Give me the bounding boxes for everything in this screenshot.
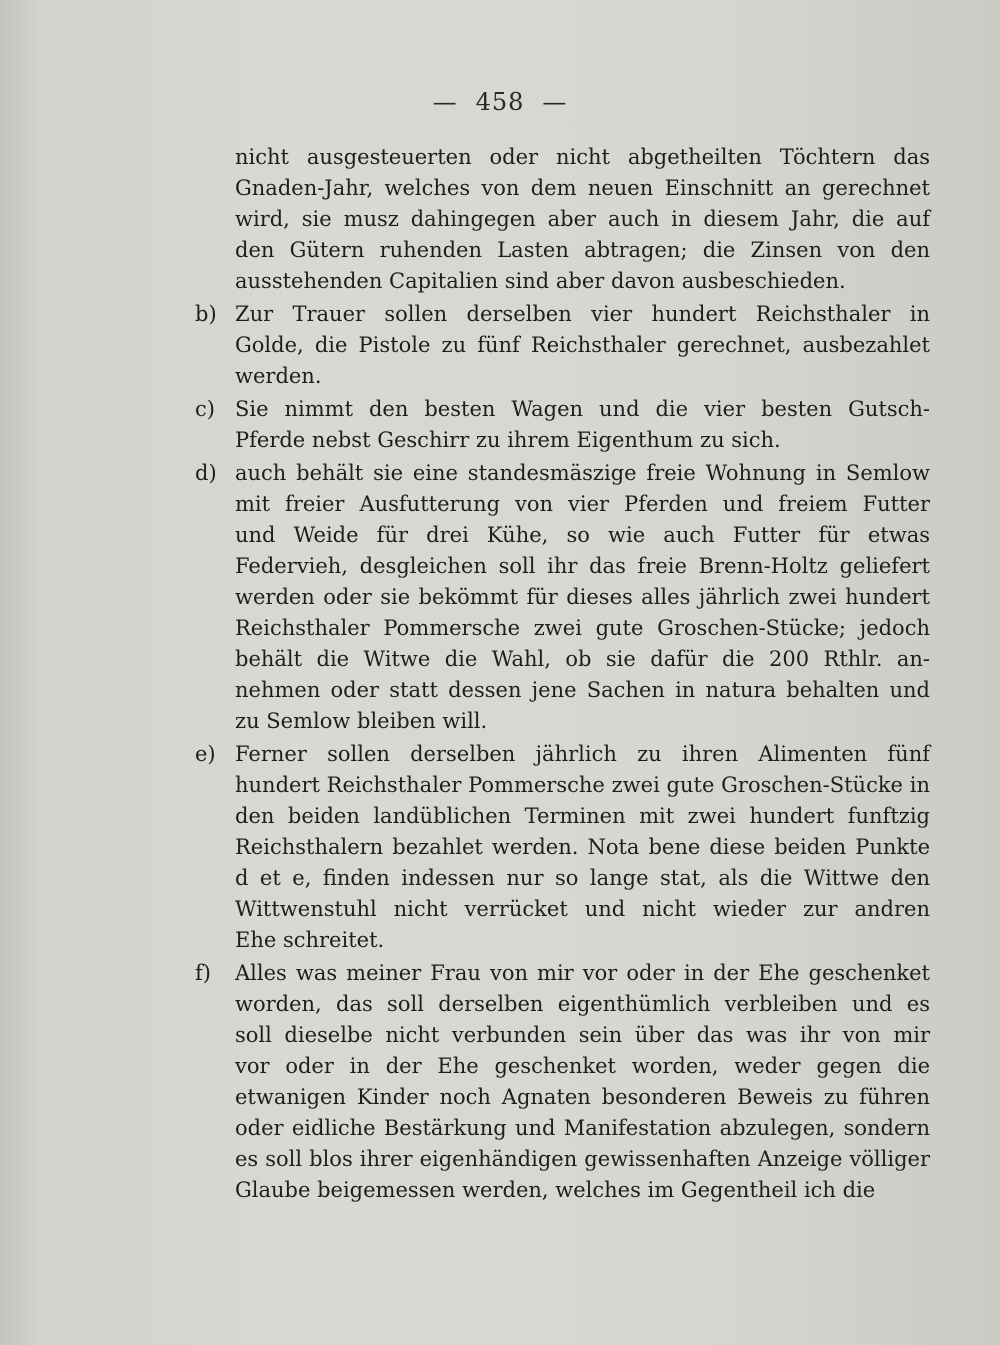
paragraph-marker: e) [195, 742, 216, 766]
text-line: Gnaden-Jahr, welches von dem neuen Einschnitt an gerechnet [235, 176, 930, 200]
paragraph-marker: f) [195, 961, 211, 985]
text-line: vor oder in der Ehe geschenket worden, weder gegen die [235, 1054, 930, 1078]
text-line: etwanigen Kinder noch Agnaten besonderen Beweis zu führen [235, 1085, 930, 1109]
text-line: den Gütern ruhenden Lasten abtragen; die Zinsen von den [235, 238, 930, 262]
text-line: Ehe schreitet. [235, 928, 385, 952]
page-number-dash-left: — [432, 88, 458, 116]
paragraph [190, 739, 930, 956]
text-line: worden, das soll derselben eigenthümlich verbleiben und es [235, 992, 930, 1016]
text-line: Zur Trauer sollen derselben vier hundert Reichsthaler in [235, 302, 930, 326]
text-line: Ferner sollen derselben jährlich zu ihren Alimenten fünf [235, 742, 930, 766]
text-line: Pferde nebst Geschirr zu ihrem Eigenthum zu sich. [235, 428, 781, 452]
text-line: Sie nimmt den besten Wagen und die vier besten Gutsch- [235, 397, 930, 421]
page-body [190, 142, 930, 1206]
text-line: Alles was meiner Frau von mir vor oder in der Ehe geschenket [235, 961, 930, 985]
text-line: den beiden landüblichen Terminen mit zwei hundert funftzig [235, 804, 930, 828]
text-line: Federvieh, desgleichen soll ihr das freie Brenn-Holtz geliefert [235, 554, 930, 578]
text-line: auch behält sie eine standesmäszige freie Wohnung in Semlow [235, 461, 930, 485]
paragraph [190, 299, 930, 392]
text-line: Wittwenstuhl nicht verrücket und nicht wieder zur andren [235, 897, 930, 921]
paragraph-marker: b) [195, 302, 217, 326]
page-number [0, 88, 1000, 116]
text-line: oder eidliche Bestärkung und Manifestation abzulegen, sondern [235, 1116, 930, 1140]
text-line: d et e, finden indessen nur so lange stat, als die Wittwe den [235, 866, 930, 890]
paragraph [190, 394, 930, 456]
text-line: nehmen oder statt dessen jene Sachen in natura behalten und [235, 678, 930, 702]
paragraph [190, 458, 930, 737]
text-line: und Weide für drei Kühe, so wie auch Futter für etwas [235, 523, 930, 547]
text-line: Reichsthaler Pommersche zwei gute Groschen-Stücke; jedoch [235, 616, 930, 640]
text-line: Glaube beigemessen werden, welches im Gegentheil ich die [235, 1178, 876, 1202]
text-line: soll dieselbe nicht verbunden sein über das was ihr von mir [235, 1023, 930, 1047]
text-line: wird, sie musz dahingegen aber auch in diesem Jahr, die auf [235, 207, 930, 231]
text-line: Golde, die Pistole zu fünf Reichsthaler gerechnet, ausbezahlet [235, 333, 930, 357]
paragraph [190, 142, 930, 297]
paragraph-marker: d) [195, 461, 217, 485]
text-line: es soll blos ihrer eigenhändigen gewissenhaften Anzeige völliger [235, 1147, 930, 1171]
text-line: hundert Reichsthaler Pommersche zwei gute Groschen-Stücke in [235, 773, 930, 797]
paragraph [190, 958, 930, 1206]
text-line: behält die Witwe die Wahl, ob sie dafür die 200 Rthlr. an- [235, 647, 930, 671]
text-line: mit freier Ausfutterung von vier Pferden und freiem Futter [235, 492, 930, 516]
page-number-dash-right: — [542, 88, 568, 116]
text-line: werden. [235, 364, 322, 388]
paragraph-marker: c) [195, 397, 215, 421]
text-line: werden oder sie bekömmt für dieses alles jährlich zwei hundert [235, 585, 930, 609]
text-line: ausstehenden Capitalien sind aber davon ausbeschieden. [235, 269, 846, 293]
text-line: nicht ausgesteuerten oder nicht abgetheilten Töchtern das [235, 145, 930, 169]
page-number-value: 458 [475, 88, 525, 116]
text-line: Reichsthalern bezahlet werden. Nota bene diese beiden Punkte [235, 835, 930, 859]
text-line: zu Semlow bleiben will. [235, 709, 488, 733]
